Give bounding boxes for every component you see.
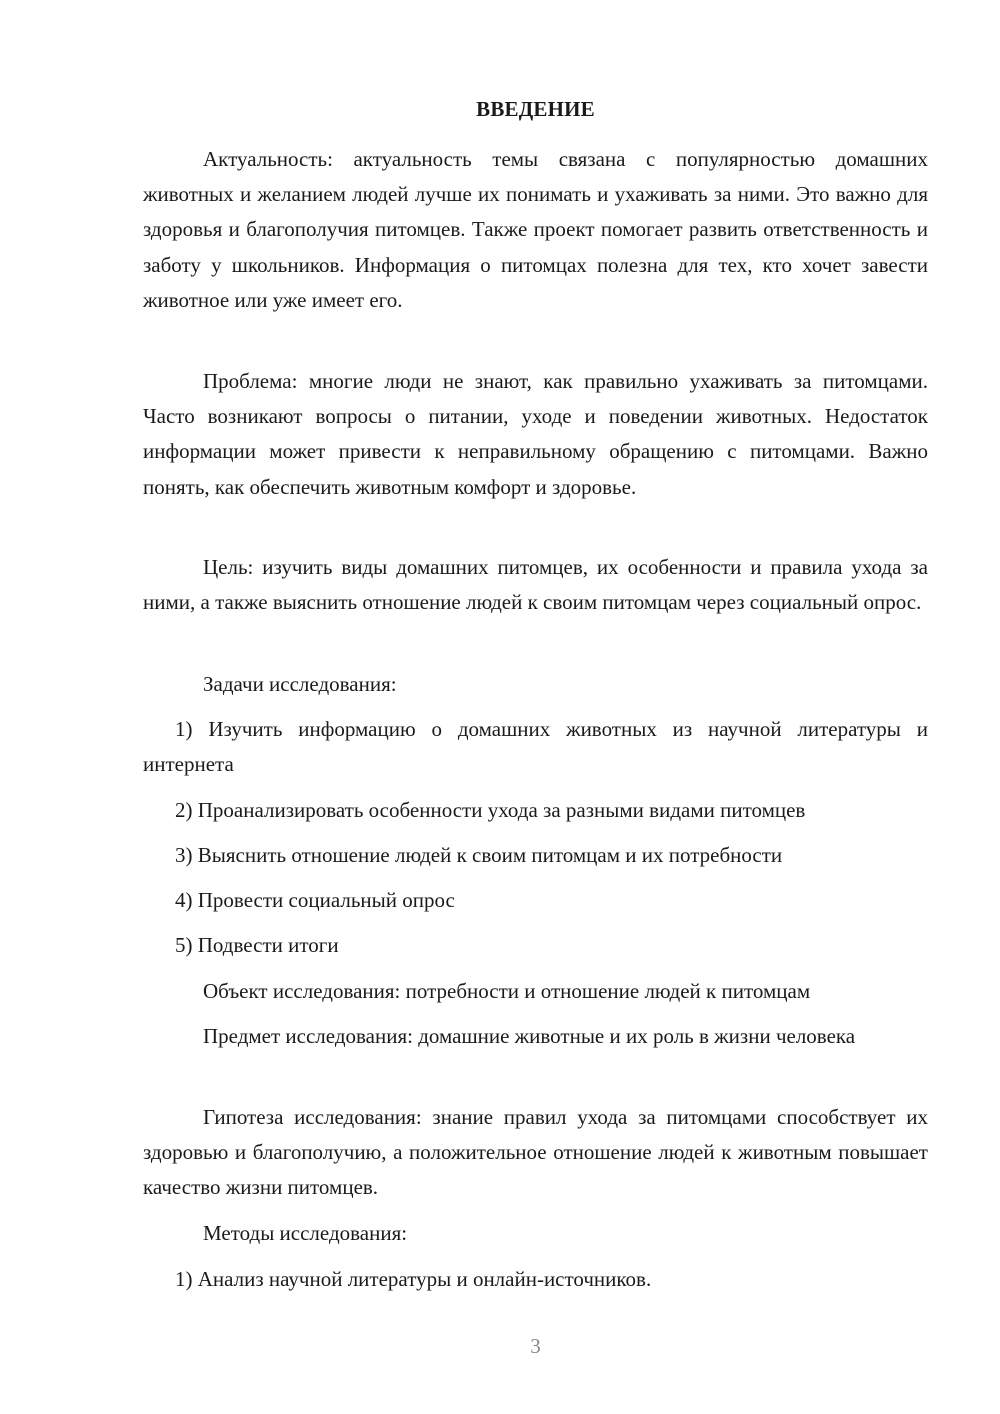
page-number: 3 xyxy=(530,1334,541,1358)
hypothesis-paragraph: Гипотеза исследования: знание правил ухода за питомцами способствует их здоровью и благополучию, а положительное отношение людей к животным повышает качество жизни питомцев. xyxy=(143,1105,928,1200)
object-paragraph: Объект исследования: потребности и отношение людей к питомцам xyxy=(203,979,811,1003)
tasks-heading: Задачи исследования: xyxy=(203,672,397,696)
methods-heading: Методы исследования: xyxy=(203,1221,408,1245)
task-item-1: 1) Изучить информацию о домашних животных из научной литературы и интернета xyxy=(143,717,928,777)
task-item-5: 5) Подвести итоги xyxy=(175,933,339,957)
task-item-2: 2) Проанализировать особенности ухода за разными видами питомцев xyxy=(175,798,806,822)
problem-paragraph: Проблема: многие люди не знают, как правильно ухаживать за питомцами. Часто возникают вопросы о питании, уходе и поведении животных. Недостаток информации может привести к неправильному обращению с питомцами. Важно понять, как обеспечить животным комфорт и здоровье. xyxy=(143,369,928,499)
goal-paragraph: Цель: изучить виды домашних питомцев, их особенности и правила ухода за ними, а также выяснить отношение людей к своим питомцам через социальный опрос. xyxy=(143,555,928,615)
section-title: ВВЕДЕНИЕ xyxy=(476,97,595,121)
document-page xyxy=(143,0,928,1414)
subject-paragraph: Предмет исследования: домашние животные и их роль в жизни человека xyxy=(203,1024,856,1048)
task-item-3: 3) Выяснить отношение людей к своим питомцам и их потребности xyxy=(175,843,783,867)
relevance-paragraph: Актуальность: актуальность темы связана с популярностью домашних животных и желанием людей лучше их понимать и ухаживать за ними. Это важно для здоровья и благополучия питомцев. Также проект помогает развить ответственность и заботу у школьников. Информация о питомцах полезна для тех, кто хочет завести животное или уже имеет его. xyxy=(143,147,928,312)
method-item-1: 1) Анализ научной литературы и онлайн-источников. xyxy=(175,1267,652,1291)
task-item-4: 4) Провести социальный опрос xyxy=(175,888,455,912)
